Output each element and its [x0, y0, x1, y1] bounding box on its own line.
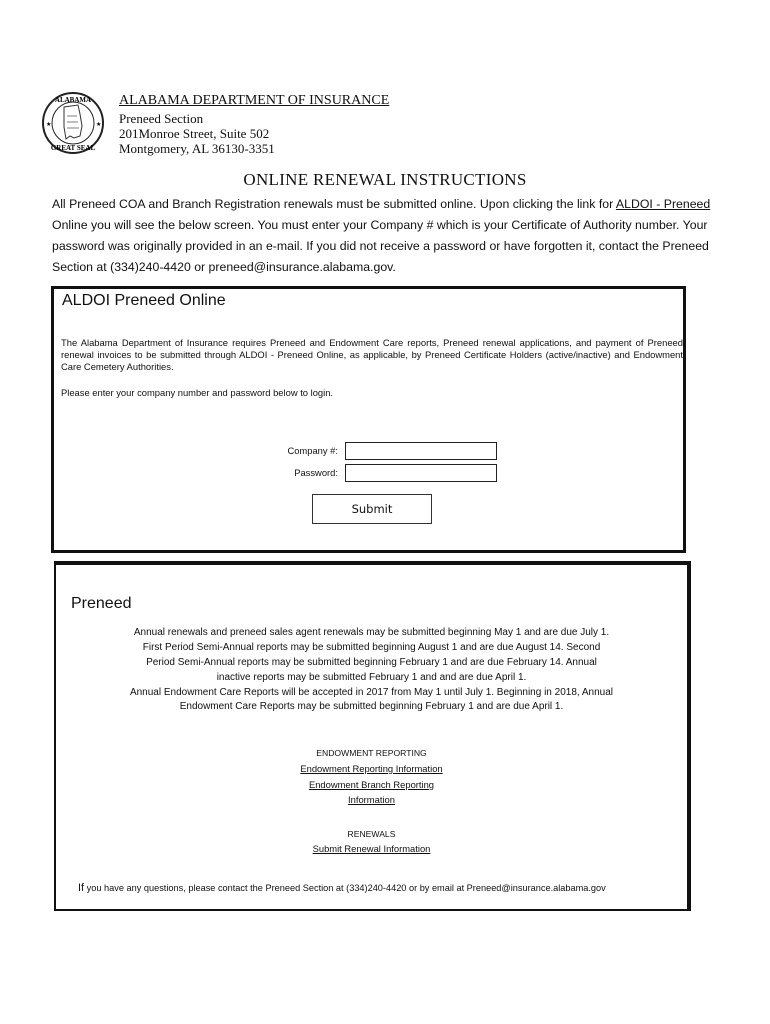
submit-renewal-link[interactable]: Submit Renewal Information	[312, 843, 431, 854]
preneed-line: First Period Semi-Annual reports may be submitted beginning August 1 and are due August 14. Second	[142, 642, 601, 653]
department-name: ALABAMA DEPARTMENT OF INSURANCE	[119, 93, 390, 108]
submit-button[interactable]: Submit	[312, 494, 432, 524]
login-panel	[51, 286, 686, 553]
svg-text:★: ★	[96, 122, 102, 128]
endowment-branch-link[interactable]: Endowment Branch Reporting	[308, 779, 435, 790]
login-title: ALDOI Preneed Online	[62, 292, 226, 309]
page-title: ONLINE RENEWAL INSTRUCTIONS	[243, 170, 527, 189]
contact-text	[78, 882, 606, 894]
preneed-panel	[54, 563, 691, 911]
intro-paragraph	[52, 194, 722, 278]
alabama-seal-icon	[34, 92, 112, 154]
aldoi-preneed-link[interactable]: ALDOI - Preneed	[615, 197, 711, 211]
company-input[interactable]	[345, 442, 497, 460]
password-input[interactable]	[345, 464, 497, 482]
intro-text-2: Online you will see the below screen. You must enter your Company # which is your Certificate of Authority number. Your password was originally provided in an e-mail. If you did not receive a password or have forgotten it, contact the Preneed Section at (334)240-4420 or preneed@insurance.alabama.gov.	[52, 218, 709, 274]
contact-first: If	[78, 882, 85, 894]
preneed-line: Annual Endowment Care Reports will be accepted in 2017 from May 1 until July 1. Beginning in 2018, Annual	[129, 687, 614, 698]
endowment-reporting-link[interactable]: Endowment Reporting Information	[300, 763, 443, 774]
preneed-line: Endowment Care Reports may be submitted beginning February 1 and are due April 1.	[179, 701, 564, 712]
city-address: Montgomery, AL 36130-3351	[119, 141, 275, 156]
contact-rest: you have any questions, please contact the Preneed Section at (334)240-4420 or by email at Preneed@insurance.alabama.gov	[84, 883, 606, 893]
password-label: Password:	[294, 467, 338, 478]
preneed-line: Period Semi-Annual reports may be submitted beginning February 1 and are due February 14. Annual	[146, 657, 597, 668]
login-prompt: Please enter your company number and password below to login.	[61, 387, 334, 398]
intro-text-1: All Preneed COA and Branch Registration renewals must be submitted online. Upon clicking the link for	[52, 197, 616, 211]
endowment-heading: ENDOWMENT REPORTING	[316, 748, 427, 758]
street-address: 201Monroe Street, Suite 502	[119, 126, 270, 141]
renewals-heading: RENEWALS	[347, 829, 396, 839]
login-description: The Alabama Department of Insurance requires Preneed and Endowment Care reports, Preneed renewal applications, and payment of Preneed renewal invoices to be submitted through ALDOI - Preneed Online, as applicable, by Preneed Certificate Holders (active/inactive) and Endowment Care Cemetery Authorities.	[61, 337, 683, 372]
svg-text:ALABAMA: ALABAMA	[54, 96, 92, 104]
preneed-title: Preneed	[71, 595, 132, 612]
endowment-branch-link-cont[interactable]: Information	[348, 794, 395, 805]
section-name: Preneed Section	[119, 111, 204, 126]
preneed-line: Annual renewals and preneed sales agent renewals may be submitted beginning May 1 and are due July 1.	[133, 627, 610, 638]
svg-text:GREAT SEAL: GREAT SEAL	[50, 144, 96, 152]
svg-text:★: ★	[46, 122, 52, 128]
company-label: Company #:	[287, 445, 338, 456]
preneed-line: inactive reports may be submitted February 1 and and are due April 1.	[216, 672, 527, 683]
